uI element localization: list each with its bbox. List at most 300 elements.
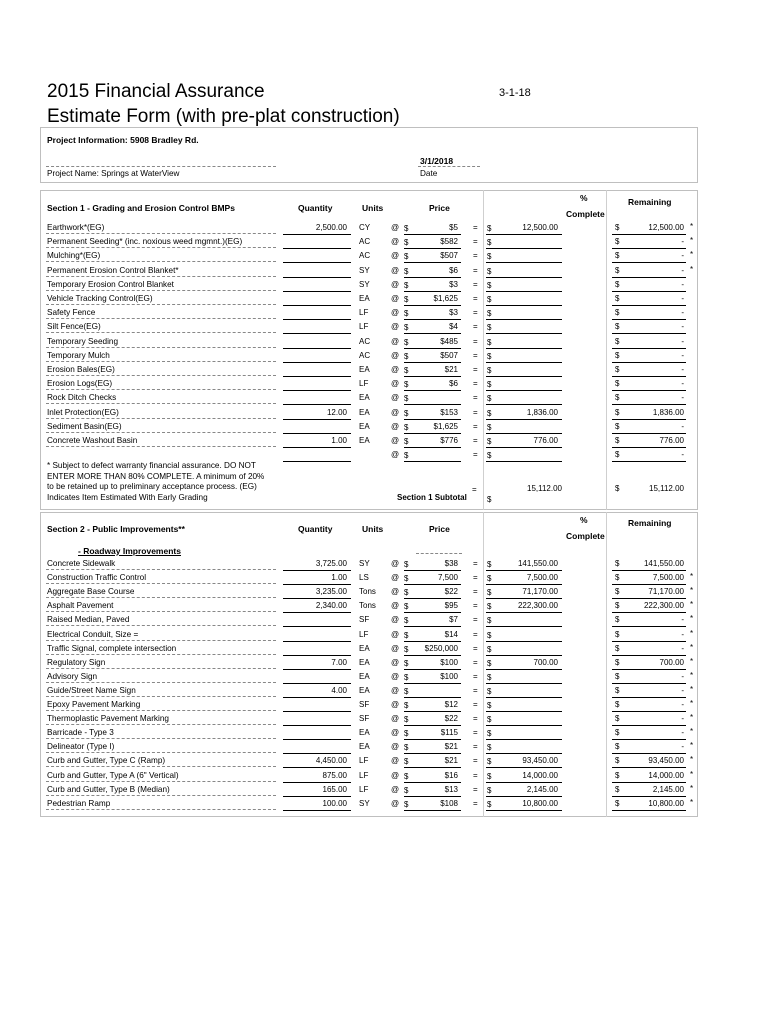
percent-complete-field[interactable] [567,756,601,766]
quantity-underline [283,669,351,670]
price-underline [404,376,461,377]
total-dollar: $ [487,715,492,725]
unit-price: $95 [444,601,458,611]
quantity-field[interactable]: 2,340.00 [315,601,347,611]
total-underline [486,234,562,235]
unit-price: $3 [449,279,458,289]
unit-value: AC [359,237,371,247]
quantity-field[interactable]: 12.00 [326,407,347,417]
total-underline [486,376,562,377]
line-total: 7,500.00 [526,573,558,583]
at-symbol: @ [391,421,400,431]
percent-complete-field[interactable] [567,308,601,318]
row-divider [46,290,276,291]
percent-complete-field[interactable] [567,714,601,724]
quantity-underline [283,262,351,263]
footnote-star: * [690,264,694,274]
subtotal-equals: = [472,485,477,494]
row-divider [46,318,276,319]
price-dollar: $ [404,295,409,304]
row-divider [46,276,276,277]
price-dollar: $ [404,771,409,781]
at-symbol: @ [391,436,400,445]
project-name[interactable]: Project Name: Springs at WaterView [47,169,180,178]
remaining-value: - [681,421,684,431]
equals-symbol: = [473,784,478,794]
quantity-underline [283,796,351,797]
total-dollar: $ [487,422,492,432]
total-dollar: $ [487,295,492,304]
at-symbol: @ [391,365,400,374]
at-symbol: @ [391,728,400,738]
at-symbol: @ [391,714,400,724]
percent-complete-field[interactable] [567,573,601,583]
percent-complete-field[interactable] [567,251,601,261]
remaining-value: - [681,714,684,724]
remaining-underline [612,348,686,349]
percent-complete-field[interactable] [567,559,601,569]
row-divider [46,247,276,248]
unit-price: $485 [440,336,458,346]
percent-complete-field[interactable] [567,799,601,809]
unit-value: EA [359,294,370,303]
remaining-dollar: $ [615,685,620,695]
remaining-value: - [681,336,684,346]
section2-price-header: Price [429,524,450,534]
row-divider [46,304,276,305]
remaining-value: - [681,308,684,318]
row-divider [46,696,276,697]
row-divider [46,597,276,598]
row-divider [46,389,276,390]
quantity-field[interactable]: 1.00 [331,573,347,583]
footnote-star: * [690,586,694,596]
remaining-dollar: $ [615,784,620,794]
quantity-underline [283,570,351,571]
line-item-label: Raised Median, Paved [47,615,130,625]
at-symbol: @ [391,657,400,667]
unit-price: $4 [449,322,458,332]
total-underline [486,711,562,712]
project-date-label: Date [420,169,438,178]
unit-price: $507 [440,350,458,360]
total-underline [486,362,562,363]
remaining-dollar: $ [615,450,620,460]
total-dollar: $ [487,574,492,584]
at-symbol: @ [391,407,400,417]
at-symbol: @ [391,770,400,780]
at-symbol: @ [391,700,400,709]
total-dollar: $ [487,785,492,795]
remaining-value: - [681,671,684,681]
line-item-label: Silt Fence(EG) [47,322,101,332]
remaining-value: - [681,237,684,247]
total-dollar: $ [487,351,492,361]
quantity-underline [283,584,351,585]
total-underline [486,447,562,448]
unit-price: $21 [444,742,458,752]
remaining-value: - [681,379,684,389]
remaining-dollar: $ [615,279,620,289]
at-symbol: @ [391,450,400,460]
equals-symbol: = [473,629,478,639]
price-underline [404,612,461,613]
total-underline [486,291,562,292]
remaining-value: 93,450.00 [648,756,684,766]
at-symbol: @ [391,587,400,597]
percent-complete-field[interactable] [567,408,601,418]
remaining-underline [612,291,686,292]
equals-symbol: = [473,685,478,695]
total-underline [486,319,562,320]
row-divider [46,625,276,626]
unit-value: SY [359,559,370,568]
section1-units-header: Units [362,203,384,213]
total-dollar: $ [487,771,492,781]
quantity-underline [283,305,351,306]
percent-complete-field[interactable] [567,266,601,276]
price-dollar: $ [404,451,409,461]
line-item-label: Curb and Gutter, Type A (6" Vertical) [47,770,179,780]
equals-symbol: = [473,450,478,460]
equals-symbol: = [473,393,478,403]
price-underline [404,433,461,434]
percent-complete-field[interactable] [567,742,601,752]
remaining-dollar: $ [615,700,620,709]
remaining-underline [612,711,686,712]
unit-price: $776 [440,436,458,445]
quantity-field[interactable]: 4,450.00 [315,756,347,766]
percent-complete-field[interactable] [567,280,601,290]
price-dollar: $ [404,658,409,668]
quantity-underline [283,655,351,656]
remaining-underline [612,584,686,585]
unit-price: $6 [449,379,458,389]
footnote-star: * [690,600,694,610]
percent-complete-field[interactable] [567,728,601,738]
equals-symbol: = [473,559,478,568]
footnote-star: * [690,572,694,582]
line-item-label: Curb and Gutter, Type B (Median) [47,784,170,794]
quantity-underline [283,248,351,249]
unit-value: AC [359,336,371,346]
remaining-value: - [681,615,684,625]
price-underline [404,362,461,363]
unit-price: $1,625 [433,421,458,431]
equals-symbol: = [473,671,478,681]
form-title-line1: 2015 Financial Assurance [47,81,265,102]
remaining-value: 7,500.00 [652,573,684,583]
quantity-field[interactable]: 100.00 [322,798,347,808]
remaining-dollar: $ [615,308,620,318]
percent-complete-field[interactable] [567,644,601,654]
price-underline [404,711,461,712]
row-divider [46,781,276,782]
at-symbol: @ [391,265,400,275]
row-divider [46,233,276,234]
at-symbol: @ [391,336,400,346]
price-dollar: $ [404,574,409,584]
percent-complete-field[interactable] [567,771,601,781]
total-dollar: $ [487,616,492,626]
remaining-underline [612,641,686,642]
line-item-label: Temporary Mulch [47,350,110,360]
unit-price: $108 [440,798,458,808]
quantity-underline [283,461,351,462]
remaining-dollar: $ [615,365,620,374]
remaining-underline [612,461,686,462]
at-symbol: @ [391,756,400,766]
remaining-value: 2,145.00 [652,784,684,794]
section1-complete-header: Complete [566,209,605,219]
percent-complete-field[interactable] [567,587,601,597]
quantity-underline [283,362,351,363]
remaining-value: - [681,643,684,653]
price-underline [404,810,461,811]
quantity-field[interactable]: 4.00 [331,685,347,695]
equals-symbol: = [473,742,478,752]
unit-value: LS [359,573,369,583]
remaining-underline [612,277,686,278]
unit-price: $100 [440,671,458,681]
price-underline [404,447,461,448]
at-symbol: @ [391,742,400,752]
percent-complete-field[interactable] [567,351,601,361]
percent-complete-field[interactable] [567,422,601,432]
unit-price: $1,625 [433,294,458,303]
unit-price: $100 [440,657,458,667]
price-dollar: $ [404,437,409,446]
remaining-value: - [681,365,684,374]
unit-price: $250,000 [424,643,458,653]
price-dollar: $ [404,309,409,319]
at-symbol: @ [391,629,400,639]
remaining-dollar: $ [615,559,620,568]
total-underline [486,419,562,420]
equals-symbol: = [473,336,478,346]
row-divider [46,583,276,584]
unit-value: SF [359,714,370,724]
unit-value: LF [359,756,369,766]
unit-price: $507 [440,251,458,261]
total-dollar: $ [487,588,492,598]
unit-value: EA [359,421,370,431]
total-underline [486,262,562,263]
equals-symbol: = [473,251,478,261]
footnote-star: * [690,684,694,694]
line-item-label: Aggregate Base Course [47,587,135,597]
quantity-field[interactable]: 7.00 [331,657,347,667]
price-dollar: $ [404,701,409,710]
percent-complete-field[interactable] [567,337,601,347]
remaining-value: 14,000.00 [648,770,684,780]
line-total: 2,145.00 [526,784,558,794]
remaining-underline [612,333,686,334]
line-item-label: Curb and Gutter, Type C (Ramp) [47,756,166,766]
remaining-underline [612,782,686,783]
price-dollar: $ [404,729,409,739]
percent-complete-field[interactable] [567,436,601,446]
remaining-underline [612,404,686,405]
project-date-value[interactable]: 3/1/2018 [420,156,454,166]
percent-complete-field[interactable] [567,658,601,668]
section1-subtotal-remaining: 15,112.00 [649,484,684,493]
price-underline [404,305,461,306]
line-item-label: Erosion Bales(EG) [47,365,115,374]
price-dollar: $ [404,602,409,612]
row-divider [46,654,276,655]
section1-subtotal-label: Section 1 Subtotal [397,493,467,502]
unit-price: $153 [440,407,458,417]
remaining-value: 1,836.00 [652,407,684,417]
quantity-field[interactable]: 1.00 [331,436,347,445]
unit-price: $5 [449,223,458,232]
remaining-value: - [681,350,684,360]
remaining-underline [612,725,686,726]
percent-complete-field[interactable] [567,223,601,233]
section2-remaining-header: Remaining [628,518,672,528]
percent-complete-field[interactable] [567,237,601,247]
footnote-star: * [690,614,694,624]
unit-value: EA [359,685,370,695]
quantity-underline [283,419,351,420]
unit-value: LF [359,322,369,332]
total-underline [486,305,562,306]
row-divider [46,738,276,739]
section2-percent-header: % [580,515,588,525]
remaining-value: - [681,700,684,709]
price-underline [404,319,461,320]
at-symbol: @ [391,251,400,261]
section2-units-header: Units [362,524,384,534]
at-symbol: @ [391,671,400,681]
unit-value: EA [359,436,370,445]
remaining-underline [612,753,686,754]
equals-symbol: = [473,421,478,431]
total-dollar: $ [487,560,492,569]
at-symbol: @ [391,601,400,611]
equals-symbol: = [473,770,478,780]
equals-symbol: = [473,587,478,597]
remaining-underline [612,319,686,320]
remaining-value: - [681,742,684,752]
percent-complete-field[interactable] [567,322,601,332]
remaining-underline [612,669,686,670]
equals-symbol: = [473,615,478,625]
row-divider [46,752,276,753]
percent-complete-field[interactable] [567,700,601,710]
price-underline [404,655,461,656]
total-dollar: $ [487,799,492,809]
remaining-dollar: $ [615,223,620,232]
price-dollar: $ [404,408,409,418]
total-underline [486,612,562,613]
line-item-label: Inlet Protection(EG) [47,407,119,417]
quantity-field[interactable]: 3,235.00 [315,587,347,597]
quantity-underline [283,753,351,754]
at-symbol: @ [391,322,400,332]
section1-remaining-header: Remaining [628,197,672,207]
remaining-underline [612,376,686,377]
percent-complete-field[interactable] [567,686,601,696]
percent-complete-field[interactable] [567,450,601,460]
quantity-field[interactable]: 875.00 [322,770,347,780]
percent-complete-field[interactable] [567,365,601,375]
quantity-underline [283,333,351,334]
remaining-dollar: $ [615,436,620,445]
line-item-label: Construction Traffic Control [47,573,147,583]
price-dollar: $ [404,238,409,248]
footnote-star: * [690,755,694,765]
unit-value: EA [359,657,370,667]
total-dollar: $ [487,602,492,612]
percent-complete-field[interactable] [567,785,601,795]
price-underline [404,277,461,278]
quantity-field[interactable]: 2,500.00 [315,223,347,232]
total-underline [486,461,562,462]
unit-value: SY [359,279,370,289]
price-dollar: $ [404,380,409,390]
quantity-underline [283,810,351,811]
total-underline [486,669,562,670]
total-underline [486,404,562,405]
unit-value: EA [359,671,370,681]
footnote-star: * [690,713,694,723]
total-underline [486,333,562,334]
equals-symbol: = [473,322,478,332]
line-total: 222,300.00 [517,601,558,611]
line-total: 14,000.00 [522,770,558,780]
row-divider [46,611,276,612]
remaining-underline [612,447,686,448]
remaining-dollar: $ [615,237,620,247]
remaining-dollar: $ [615,294,620,303]
percent-complete-field[interactable] [567,601,601,611]
percent-complete-field[interactable] [567,630,601,640]
percent-complete-field[interactable] [567,379,601,389]
unit-price: $38 [444,559,458,568]
remaining-underline [612,767,686,768]
unit-value: AC [359,350,371,360]
remaining-dollar: $ [615,251,620,261]
footnote-star: * [690,699,694,708]
line-item-label: Regulatory Sign [47,657,106,667]
percent-complete-field[interactable] [567,393,601,403]
row-divider [46,375,276,376]
remaining-dollar: $ [615,643,620,653]
total-dollar: $ [487,743,492,753]
percent-complete-field[interactable] [567,294,601,304]
row-divider [46,569,276,570]
price-underline [404,739,461,740]
unit-value: LF [359,784,369,794]
line-item-label: Epoxy Pavement Marking [47,700,141,709]
quantity-field[interactable]: 165.00 [322,784,347,794]
quantity-underline [283,641,351,642]
row-divider [46,724,276,725]
price-underline [404,782,461,783]
row-divider [46,361,276,362]
percent-complete-field[interactable] [567,615,601,625]
unit-price: $22 [444,587,458,597]
line-item-label: Erosion Logs(EG) [47,379,113,389]
quantity-field[interactable]: 3,725.00 [315,559,347,568]
line-item-label: Earthwork*(EG) [47,223,105,232]
section1-percent-header: % [580,193,588,203]
line-item-label: Rock Ditch Checks [47,393,117,403]
price-dollar: $ [404,686,409,696]
percent-complete-field[interactable] [567,672,601,682]
